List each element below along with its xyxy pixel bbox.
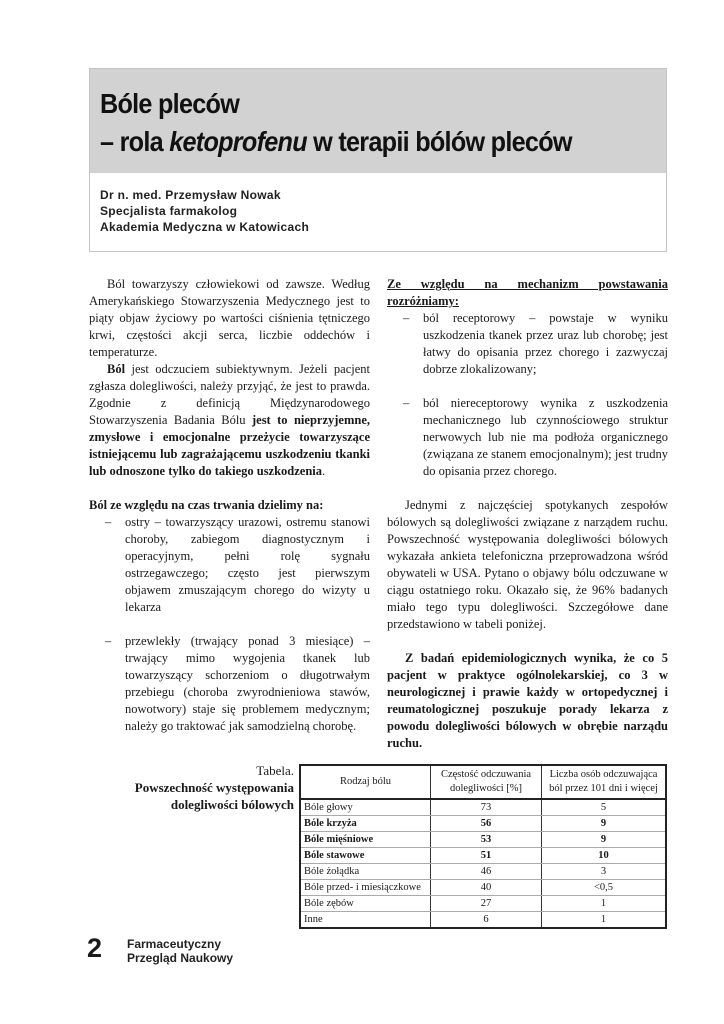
definition-paragraph: [89, 361, 370, 480]
cell-frequency: 6: [431, 912, 542, 929]
table-row: [300, 832, 666, 848]
list-item-text: przewlekły (trwający ponad 3 miesiące) – trwający mimo wygojenia tkanek lub towarzyszący schorzeniom o długotrwałym przebiegu (choroba zwyrodnieniowa stawów, nowotwory) staje się problemem medycznym; należy go traktować jak samodzielną chorobę.: [125, 634, 370, 733]
cell-frequency: 56: [431, 816, 542, 832]
table-caption-label: Tabela.: [256, 763, 294, 778]
right-column: [387, 276, 668, 752]
table-row: [300, 896, 666, 912]
table-row: [300, 799, 666, 816]
epidemiology-paragraph: Z badań epidemiologicznych wynika, że co 5 pacjent w praktyce ogólnolekarskiej, co 3 w neurologicznej i prawie każdy w ortopedycznej i reumatologicznej poszukuje porady lekarza z powodu dolegliwości bólowych w obrębie narządu ruchu.: [387, 651, 668, 750]
cell-count: <0,5: [542, 880, 667, 896]
left-column: [89, 276, 370, 735]
title-band: [90, 69, 666, 173]
list-item-text: ostry – towarzyszący urazowi, ostremu stanowi choroby, zabiegom diagnostycznym i operacyjnym, pełni rolę sygnału ostrzegawczego; często jest pierwszym objawem zmuszającym chorego do wizyty u lekarza: [125, 515, 370, 614]
cell-pain-type: Bóle głowy: [300, 799, 431, 816]
cell-count: 3: [542, 864, 667, 880]
list-item-text: ból niereceptorowy wynika z uszkodzenia mechanicznego lub czynnościowego struktur nerwowych lub nie ma podłoża organicznego (związana ze stanem emocjonalnym); jest trudny do opisania przez chorego.: [423, 396, 668, 478]
journal-name-line-1: Farmaceutyczny: [127, 937, 222, 951]
table-caption: [100, 762, 294, 813]
journal-name-line-2: Przegląd Naukowy: [127, 951, 234, 965]
cell-pain-type: Bóle przed- i miesiączkowe: [300, 880, 431, 896]
cell-frequency: 27: [431, 896, 542, 912]
cell-frequency: 46: [431, 864, 542, 880]
table-row: [300, 912, 666, 929]
title-line-1: Bóle pleców: [100, 88, 240, 119]
cell-count: 10: [542, 848, 667, 864]
title-line-2-suffix: w terapii bólów pleców: [306, 126, 572, 157]
title-line-2-italic: ketoprofenu: [169, 126, 307, 157]
definition-bold-term: Ból: [107, 362, 126, 376]
table-row: [300, 848, 666, 864]
list-item: – ból niereceptorowy wynika z uszkodzenia mechanicznego lub czynnościowego struktur nerwowych lub nie ma podłoża organicznego (związana ze stanem emocjonalnym); jest trudny do opisania przez chorego.: [403, 396, 668, 478]
cell-count: 1: [542, 912, 667, 929]
table-header-row: [300, 765, 666, 799]
list-item: – ostry – towarzyszący urazowi, ostremu stanowi choroby, zabiegom diagnostycznym i operacyjnym, pełni rolę sygnału ostrzegawczego; często jest pierwszym objawem zmuszającym chorego do wizyty u lekarza: [105, 515, 370, 614]
pain-prevalence-table: [299, 764, 667, 929]
cell-count: 9: [542, 816, 667, 832]
intro-paragraph: Ból towarzyszy człowiekowi od zawsze. Według Amerykańskiego Stowarzyszenia Medycznego jest to piąty objaw życiowy po wartości ciśnienia tętniczego krwi, częstości akcji serca, liczbie oddechów i temperaturze.: [89, 277, 370, 359]
cell-pain-type: Bóle stawowe: [300, 848, 431, 864]
page-number: 2: [87, 933, 103, 963]
cell-count: 9: [542, 832, 667, 848]
duration-heading: Ból ze względu na czas trwania dzielimy na:: [89, 498, 324, 512]
list-item: – przewlekły (trwający ponad 3 miesiące) – trwający mimo wygojenia tkanek lub towarzyszący schorzeniom o długotrwałym przebiegu (choroba zwyrodnieniowa stawów, nowotwory) staje się problemem medycznym; należy go traktować jak samodzielną chorobę.: [105, 634, 370, 733]
table-caption-title: Powszechność występowania dolegliwości bólowych: [134, 780, 294, 812]
header-pain-type: Rodzaj bólu: [300, 765, 431, 799]
cell-pain-type: Inne: [300, 912, 431, 929]
title-line-2-prefix: – rola: [100, 126, 170, 157]
cell-pain-type: Bóle żołądka: [300, 864, 431, 880]
survey-paragraph: Jednymi z najczęściej spotykanych zespołów bólowych są dolegliwości związane z narządem ruchu. Powszechność występowania dolegliwości bólowych wykazała ankieta telefoniczna przeprowadzona wśród obywateli w USA. Pytano o objawy bólu odczuwane w ciągu ostatniego roku. Okazało się, że 96% badanych miało tego typu dolegliwości. Szczegółowe dane przedstawiono w tabeli poniżej.: [387, 498, 668, 631]
table-row: [300, 816, 666, 832]
cell-count: 1: [542, 896, 667, 912]
list-item: – ból receptorowy – powstaje w wyniku uszkodzenia tkanek przez uraz lub chorobę; jest łatwy do opisania przez chorego i zazwyczaj dobrze zlokalizowany;: [403, 311, 668, 376]
cell-frequency: 51: [431, 848, 542, 864]
mechanism-heading: Ze względu na mechanizm powstawania rozróżniamy:: [387, 277, 668, 308]
cell-pain-type: Bóle zębów: [300, 896, 431, 912]
table-body: [300, 799, 666, 928]
cell-pain-type: Bóle krzyża: [300, 816, 431, 832]
table-row: [300, 864, 666, 880]
cell-frequency: 53: [431, 832, 542, 848]
definition-bold-text: jest to nieprzyjemne, zmysłowe i emocjonalne przeżycie towarzyszące istniejącemu lub zagrażającemu uszkodzeniu tkanki lub odnoszone tylko do takiego uszkodzenia: [89, 413, 370, 478]
cell-frequency: 73: [431, 799, 542, 816]
list-item-text: ból receptorowy – powstaje w wyniku uszkodzenia tkanek przez uraz lub chorobę; jest łatwy do opisania przez chorego i zazwyczaj dobrze zlokalizowany;: [423, 311, 668, 376]
author-role: Specjalista farmakolog: [100, 204, 238, 218]
definition-end: .: [322, 464, 326, 478]
article-header: [89, 68, 667, 252]
definition-text: jest odczuciem subiektywnym. Jeżeli pacjent zgłasza dolegliwości, należy przyjąć, że jest to prawda. Zgodnie z definicją Międzynarodowego Stowarzyszenia Badania Bólu: [89, 362, 370, 427]
table-row: [300, 880, 666, 896]
header-frequency: Częstość odczuwania dolegliwości [%]: [431, 765, 542, 799]
author-block: [100, 187, 309, 235]
article-title: [100, 85, 572, 161]
cell-pain-type: Bóle mięśniowe: [300, 832, 431, 848]
journal-name: [127, 937, 233, 965]
cell-count: 5: [542, 799, 667, 816]
cell-frequency: 40: [431, 880, 542, 896]
author-name: Dr n. med. Przemysław Nowak: [100, 188, 281, 202]
author-affiliation: Akademia Medyczna w Katowicach: [100, 220, 310, 234]
header-count: Liczba osób odczuwająca ból przez 101 dni i więcej: [542, 765, 667, 799]
